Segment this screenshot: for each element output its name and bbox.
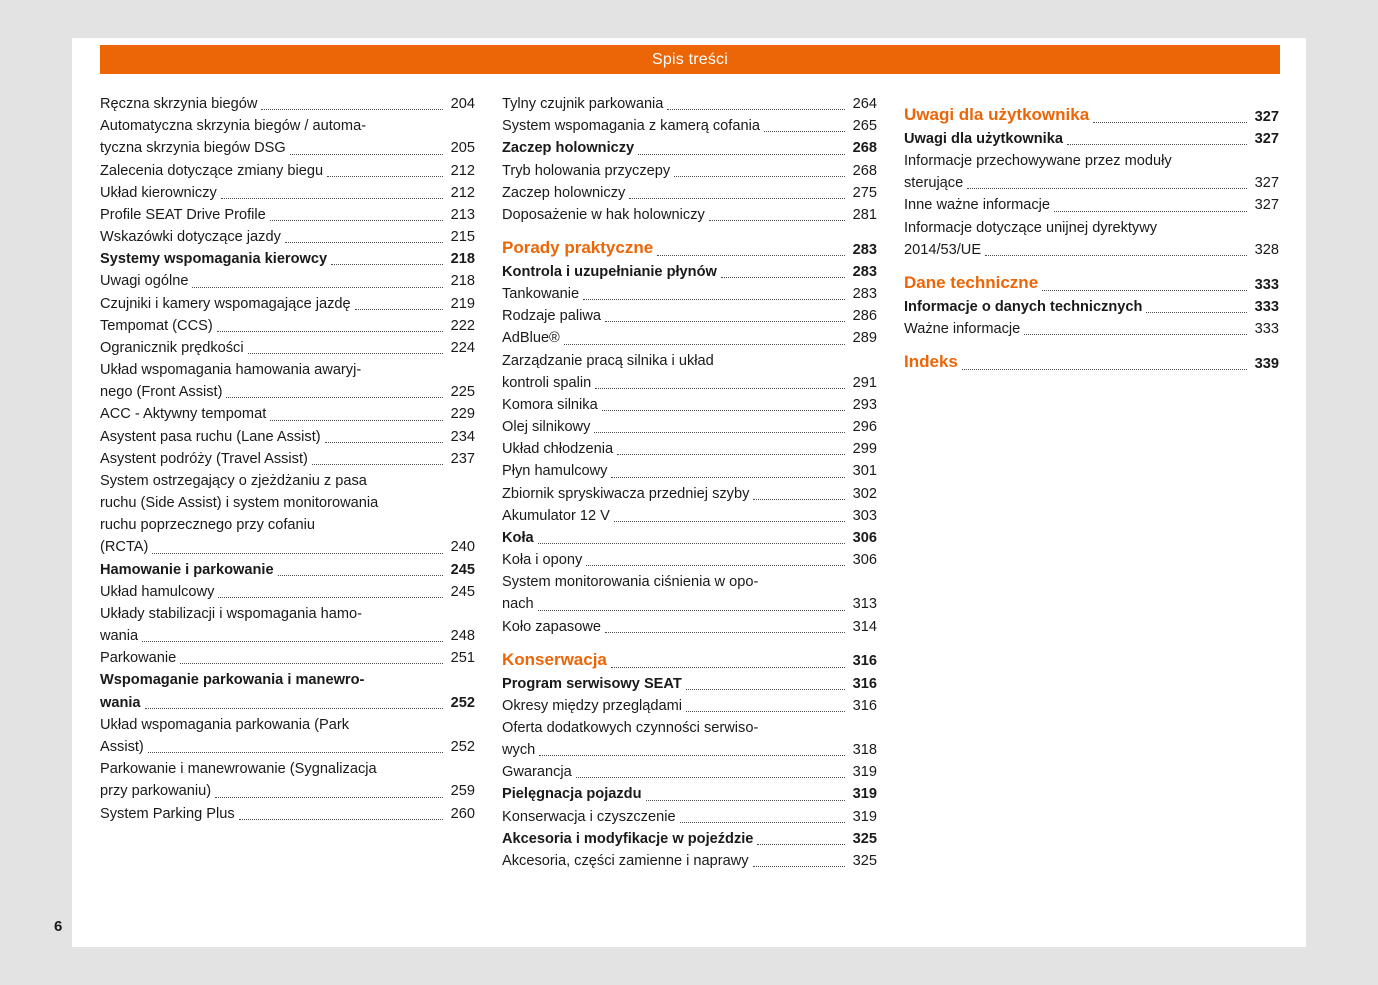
toc-entry[interactable] (100, 182, 475, 204)
toc-entry-page: 333 (1254, 276, 1279, 293)
toc-entry-line: ruchu (Side Assist) i system monitorowania (100, 495, 379, 512)
toc-leader-dots (586, 564, 845, 566)
toc-entry[interactable] (100, 204, 475, 226)
toc-entry-label: Uwagi dla użytkownika (904, 105, 1090, 124)
toc-entry-page: 319 (852, 764, 877, 781)
toc-entry-label: Indeks (904, 352, 958, 372)
toc-entry[interactable] (502, 673, 877, 695)
toc-entry[interactable] (502, 137, 877, 159)
toc-entry-label: Konserwacja (502, 649, 607, 669)
toc-entry[interactable] (502, 616, 877, 638)
toc-leader-dots (764, 130, 845, 132)
toc-entry[interactable] (502, 115, 877, 137)
toc-entry-page: 265 (852, 118, 877, 135)
toc-entry[interactable] (502, 761, 877, 783)
toc-entry-page: 218 (450, 273, 475, 290)
toc-leader-dots (1146, 311, 1247, 313)
toc-entry[interactable] (904, 128, 1279, 150)
toc-leader-dots (605, 320, 845, 322)
toc-entry-page: 275 (852, 184, 877, 201)
toc-leader-dots (218, 596, 443, 598)
toc-entry[interactable] (100, 669, 475, 713)
toc-entry[interactable] (502, 828, 877, 850)
toc-entry-line: Układ wspomagania hamowania awaryj- (100, 362, 362, 379)
toc-leader-dots (1042, 289, 1247, 291)
toc-column-1 (100, 93, 475, 872)
toc-leader-dots (539, 754, 845, 756)
toc-entry-label: Doposażenie w hak holowniczy (502, 206, 705, 223)
toc-entry-label: Układ kierowniczy (100, 184, 217, 201)
toc-entry-label: System wspomagania z kamerą cofania (502, 118, 760, 135)
toc-leader-dots (674, 175, 845, 177)
toc-entry[interactable] (100, 115, 475, 159)
toc-entry-label: Inne ważne informacje (904, 197, 1051, 214)
toc-leader-dots (217, 330, 443, 332)
toc-entry-label: Zaczep holowniczy (502, 184, 626, 201)
toc-entry-page: 219 (450, 295, 475, 312)
toc-entry-line: Informacje dotyczące unijnej dyrektywy (904, 219, 1158, 236)
toc-leader-dots (148, 751, 443, 753)
toc-entry[interactable] (100, 160, 475, 182)
toc-entry-page: 212 (450, 162, 475, 179)
toc-entry-page: 252 (450, 694, 475, 711)
toc-entry-page: 224 (450, 339, 475, 356)
toc-leader-dots (285, 241, 443, 243)
toc-entry-page: 327 (1254, 108, 1279, 125)
toc-entry-label: Akcesoria, części zamienne i naprawy (502, 852, 749, 869)
toc-entry[interactable] (502, 261, 877, 283)
toc-leader-dots (638, 153, 845, 155)
toc-entry-page: 248 (450, 628, 475, 645)
toc-entry-page: 293 (852, 396, 877, 413)
toc-entry-label: Hamowanie i parkowanie (100, 561, 274, 578)
toc-entry-label: wania (100, 694, 141, 711)
toc-leader-dots (538, 542, 845, 544)
toc-entry-page: 316 (852, 675, 877, 692)
toc-entry[interactable] (502, 283, 877, 305)
toc-leader-dots (967, 187, 1247, 189)
toc-leader-dots (239, 818, 443, 820)
toc-entry-line: Zarządzanie pracą silnika i układ (502, 352, 714, 369)
toc-leader-dots (657, 254, 845, 256)
toc-entry[interactable] (100, 270, 475, 292)
toc-entry-label: nego (Front Assist) (100, 384, 223, 401)
toc-leader-dots (142, 640, 443, 642)
toc-entry-label: Ogranicznik prędkości (100, 339, 244, 356)
page-title: Spis treści (100, 45, 1280, 74)
toc-entry[interactable] (100, 603, 475, 647)
toc-entry-page: 260 (450, 805, 475, 822)
toc-entry[interactable] (100, 293, 475, 315)
toc-entry-page: 218 (450, 251, 475, 268)
toc-entry[interactable] (100, 559, 475, 581)
toc-leader-dots (278, 574, 443, 576)
toc-entry-page: 302 (852, 485, 877, 502)
toc-entry-page: 281 (852, 206, 877, 223)
toc-entry[interactable] (904, 150, 1279, 194)
toc-entry[interactable] (502, 235, 877, 261)
toc-entry-label: wania (100, 628, 139, 645)
toc-entry-page: 301 (852, 463, 877, 480)
toc-entry-page: 283 (852, 263, 877, 280)
toc-entry[interactable] (100, 359, 475, 403)
toc-entry-page: 327 (1254, 130, 1279, 147)
toc-entry-page: 318 (852, 742, 877, 759)
toc-leader-dots (757, 843, 845, 845)
toc-leader-dots (327, 175, 443, 177)
toc-entry-page: 289 (852, 330, 877, 347)
toc-entry-page: 237 (450, 450, 475, 467)
toc-entry-label: Tylny czujnik parkowania (502, 96, 664, 112)
toc-entry-label: ACC - Aktywny tempomat (100, 406, 267, 423)
toc-entry[interactable] (904, 296, 1279, 318)
toc-entry-label: Program serwisowy SEAT (502, 675, 682, 692)
toc-entry-label: Koła (502, 529, 534, 546)
toc-entry-page: 299 (852, 441, 877, 458)
toc-leader-dots (709, 219, 845, 221)
toc-leader-dots (312, 463, 443, 465)
toc-entry[interactable] (502, 204, 877, 226)
toc-entry[interactable] (100, 714, 475, 758)
toc-entry-label: Dane techniczne (904, 272, 1039, 292)
toc-entry[interactable] (502, 305, 877, 327)
toc-entry-label: Tempomat (CCS) (100, 317, 213, 334)
toc-entry[interactable] (502, 783, 877, 805)
toc-leader-dots (248, 352, 443, 354)
toc-leader-dots (686, 688, 845, 690)
toc-entry[interactable] (502, 850, 877, 872)
toc-entry[interactable] (502, 483, 877, 505)
toc-entry-label: Akumulator 12 V (502, 507, 610, 524)
toc-entry-line: Wspomaganie parkowania i manewro- (100, 672, 365, 689)
toc-entry-page: 283 (852, 286, 877, 303)
toc-entry-page: 333 (1254, 298, 1279, 315)
toc-leader-dots (325, 441, 443, 443)
toc-entry[interactable] (502, 394, 877, 416)
toc-entry-page: 245 (450, 561, 475, 578)
toc-entry-line: ruchu poprzecznego przy cofaniu (100, 517, 315, 534)
toc-entry[interactable] (100, 226, 475, 248)
toc-entry-label: Uwagi ogólne (100, 273, 189, 290)
toc-entry[interactable] (502, 717, 877, 761)
toc-entry-page: 306 (852, 552, 877, 569)
toc-entry[interactable] (100, 470, 475, 559)
toc-entry-label: nach (502, 596, 534, 613)
toc-entry-page: 222 (450, 317, 475, 334)
toc-entry-label: Konserwacja i czyszczenie (502, 808, 676, 825)
toc-leader-dots (270, 419, 443, 421)
toc-entry-page: 319 (852, 786, 877, 803)
toc-entry[interactable] (904, 102, 1279, 128)
toc-entry-line: Oferta dodatkowych czynności serwiso- (502, 719, 759, 736)
toc-entry-label: tyczna skrzynia biegów DSG (100, 140, 286, 157)
toc-leader-dots (962, 368, 1247, 370)
toc-leader-dots (583, 298, 845, 300)
toc-entry-label: Porady praktyczne (502, 238, 654, 258)
document-page (54, 38, 1306, 947)
toc-entry[interactable] (502, 93, 877, 115)
toc-entry-label: Asystent podróży (Travel Assist) (100, 450, 308, 467)
toc-entry[interactable] (100, 803, 475, 825)
toc-entry-page: 306 (852, 529, 877, 546)
toc-entry-page: 333 (1254, 320, 1279, 337)
toc-entry[interactable] (502, 527, 877, 549)
toc-entry-label: Ważne informacje (904, 320, 1021, 337)
toc-leader-dots (221, 197, 443, 199)
toc-entry-label: Zalecenia dotyczące zmiany biegu (100, 162, 324, 179)
toc-leader-dots (331, 263, 443, 265)
toc-entry-page: 268 (852, 140, 877, 157)
toc-entry-label: Zbiornik spryskiwacza przedniej szyby (502, 485, 750, 502)
toc-leader-dots (261, 108, 443, 110)
toc-leader-dots (355, 308, 443, 310)
toc-leader-dots (985, 254, 1247, 256)
toc-entry[interactable] (100, 403, 475, 425)
toc-entry[interactable] (904, 349, 1279, 375)
toc-leader-dots (686, 710, 845, 712)
toc-entry-label: Tankowanie (502, 286, 580, 303)
toc-entry[interactable] (904, 217, 1279, 261)
toc-entry[interactable] (502, 416, 877, 438)
toc-entry-label: Układ hamulcowy (100, 583, 215, 600)
toc-entry-label: Olej silnikowy (502, 419, 591, 436)
toc-entry[interactable] (904, 270, 1279, 296)
toc-entry-label: sterujące (904, 175, 964, 192)
toc-entry-label: Akcesoria i modyfikacje w pojeździe (502, 830, 754, 847)
toc-entry-page: 339 (1254, 355, 1279, 372)
toc-entry-label: Koło zapasowe (502, 618, 601, 635)
toc-column-3 (904, 93, 1279, 872)
toc-entry-label: Uwagi dla użytkownika (904, 130, 1063, 147)
toc-entry-page: 251 (450, 650, 475, 667)
toc-entry[interactable] (502, 806, 877, 828)
toc-entry-label: Systemy wspomagania kierowcy (100, 251, 328, 268)
toc-leader-dots (611, 476, 845, 478)
toc-entry[interactable] (100, 448, 475, 470)
toc-entry-label: Układ chłodzenia (502, 441, 614, 458)
toc-entry-label: Tryb holowania przyczepy (502, 162, 671, 179)
toc-entry-label: Informacje o danych technicznych (904, 298, 1143, 315)
toc-leader-dots (605, 631, 845, 633)
toc-entry-label: Parkowanie (100, 650, 177, 667)
toc-entry-page: 268 (852, 162, 877, 179)
toc-entry-label: Gwarancja (502, 764, 572, 781)
toc-entry[interactable] (100, 248, 475, 270)
toc-entry-label: wych (502, 742, 536, 759)
toc-entry-page: 283 (852, 241, 877, 258)
toc-entry-label: (RCTA) (100, 539, 149, 556)
toc-entry-page: 325 (852, 830, 877, 847)
toc-entry-page: 319 (852, 808, 877, 825)
toc-entry-label: Komora silnika (502, 396, 598, 413)
toc-entry[interactable] (502, 549, 877, 571)
toc-entry[interactable] (502, 327, 877, 349)
toc-entry-page: 316 (852, 653, 877, 670)
toc-entry[interactable] (100, 758, 475, 802)
toc-leader-dots (594, 431, 845, 433)
toc-entry-label: Koła i opony (502, 552, 583, 569)
toc-entry-page: 259 (450, 783, 475, 800)
toc-entry[interactable] (502, 505, 877, 527)
toc-entry-page: 212 (450, 184, 475, 201)
toc-leader-dots (538, 609, 845, 611)
toc-entry-line: Informacje przechowywane przez moduły (904, 153, 1172, 169)
toc-column-2 (502, 93, 877, 872)
toc-entry-page: 316 (852, 697, 877, 714)
toc-entry-page: 240 (450, 539, 475, 556)
toc-entry-label: AdBlue® (502, 330, 560, 347)
toc-entry-label: przy parkowaniu) (100, 783, 212, 800)
toc-leader-dots (564, 343, 845, 345)
toc-entry[interactable] (100, 93, 475, 115)
toc-entry[interactable] (100, 315, 475, 337)
toc-entry-page: 303 (852, 507, 877, 524)
toc-columns (100, 93, 1280, 872)
toc-leader-dots (617, 453, 845, 455)
toc-entry[interactable] (502, 350, 877, 394)
toc-entry-page: 264 (852, 96, 877, 112)
toc-entry-page: 328 (1254, 241, 1279, 258)
toc-entry-page: 325 (852, 852, 877, 869)
toc-leader-dots (1054, 210, 1247, 212)
toc-entry[interactable] (502, 438, 877, 460)
toc-leader-dots (602, 409, 845, 411)
toc-leader-dots (1067, 143, 1247, 145)
toc-leader-dots (180, 662, 443, 664)
toc-entry-page: 234 (450, 428, 475, 445)
toc-entry-page: 327 (1254, 197, 1279, 214)
toc-leader-dots (667, 108, 845, 110)
toc-entry-line: Automatyczna skrzynia biegów / automa- (100, 118, 367, 135)
toc-entry-page: 225 (450, 384, 475, 401)
toc-entry-page: 286 (852, 308, 877, 325)
toc-entry-label: Ręczna skrzynia biegów (100, 96, 258, 112)
toc-entry[interactable] (904, 194, 1279, 216)
toc-leader-dots (1024, 333, 1247, 335)
toc-entry-label: Assist) (100, 738, 144, 755)
toc-leader-dots (721, 276, 845, 278)
toc-leader-dots (152, 552, 443, 554)
toc-entry-label: Kontrola i uzupełnianie płynów (502, 263, 717, 280)
toc-entry[interactable] (502, 571, 877, 615)
toc-entry-line: Układ wspomagania parkowania (Park (100, 716, 350, 733)
toc-entry-page: 204 (450, 96, 475, 112)
toc-entry-page: 291 (852, 374, 877, 391)
toc-leader-dots (145, 707, 443, 709)
toc-entry-label: Profile SEAT Drive Profile (100, 206, 266, 223)
toc-leader-dots (753, 498, 845, 500)
toc-entry-label: Zaczep holowniczy (502, 140, 635, 157)
toc-entry-label: kontroli spalin (502, 374, 592, 391)
toc-entry-page: 245 (450, 583, 475, 600)
toc-leader-dots (576, 776, 845, 778)
toc-leader-dots (1093, 121, 1247, 123)
toc-entry-page: 314 (852, 618, 877, 635)
toc-leader-dots (753, 865, 845, 867)
toc-entry-label: Rodzaje paliwa (502, 308, 601, 325)
toc-entry[interactable] (502, 182, 877, 204)
toc-entry[interactable] (502, 647, 877, 673)
toc-leader-dots (290, 153, 443, 155)
toc-entry-line: System ostrzegający o zjeżdżaniu z pasa (100, 472, 367, 489)
toc-entry[interactable] (502, 460, 877, 482)
toc-entry-page: 215 (450, 229, 475, 246)
toc-entry-page: 296 (852, 419, 877, 436)
toc-entry[interactable] (100, 581, 475, 603)
toc-leader-dots (614, 520, 845, 522)
toc-entry-page: 327 (1254, 175, 1279, 192)
toc-entry-label: System Parking Plus (100, 805, 235, 822)
toc-leader-dots (270, 219, 443, 221)
toc-entry-page: 213 (450, 206, 475, 223)
toc-entry-label: Asystent pasa ruchu (Lane Assist) (100, 428, 321, 445)
toc-entry-label: 2014/53/UE (904, 241, 982, 258)
toc-entry-page: 229 (450, 406, 475, 423)
toc-entry-page: 205 (450, 140, 475, 157)
toc-entry[interactable] (502, 695, 877, 717)
toc-leader-dots (611, 666, 845, 668)
toc-entry-line: System monitorowania ciśnienia w opo- (502, 574, 759, 591)
toc-entry[interactable] (502, 160, 877, 182)
toc-entry[interactable] (904, 318, 1279, 340)
toc-leader-dots (646, 799, 846, 801)
toc-leader-dots (629, 197, 845, 199)
toc-entry[interactable] (100, 426, 475, 448)
toc-entry-label: Czujniki i kamery wspomagające jazdę (100, 295, 351, 312)
folio-number: 6 (54, 918, 63, 935)
toc-leader-dots (192, 286, 443, 288)
toc-entry-label: Okresy między przeglądami (502, 697, 683, 714)
toc-leader-dots (226, 396, 443, 398)
toc-entry[interactable] (100, 647, 475, 669)
toc-entry-label: Płyn hamulcowy (502, 463, 608, 480)
toc-entry[interactable] (100, 337, 475, 359)
toc-entry-line: Parkowanie i manewrowanie (Sygnalizacja (100, 761, 377, 778)
toc-entry-label: Wskazówki dotyczące jazdy (100, 229, 281, 246)
toc-leader-dots (215, 796, 443, 798)
toc-entry-page: 313 (852, 596, 877, 613)
toc-entry-label: Pielęgnacja pojazdu (502, 786, 642, 803)
toc-leader-dots (680, 821, 845, 823)
toc-entry-page: 252 (450, 738, 475, 755)
toc-leader-dots (595, 387, 845, 389)
toc-entry-line: Układy stabilizacji i wspomagania hamo- (100, 605, 362, 622)
